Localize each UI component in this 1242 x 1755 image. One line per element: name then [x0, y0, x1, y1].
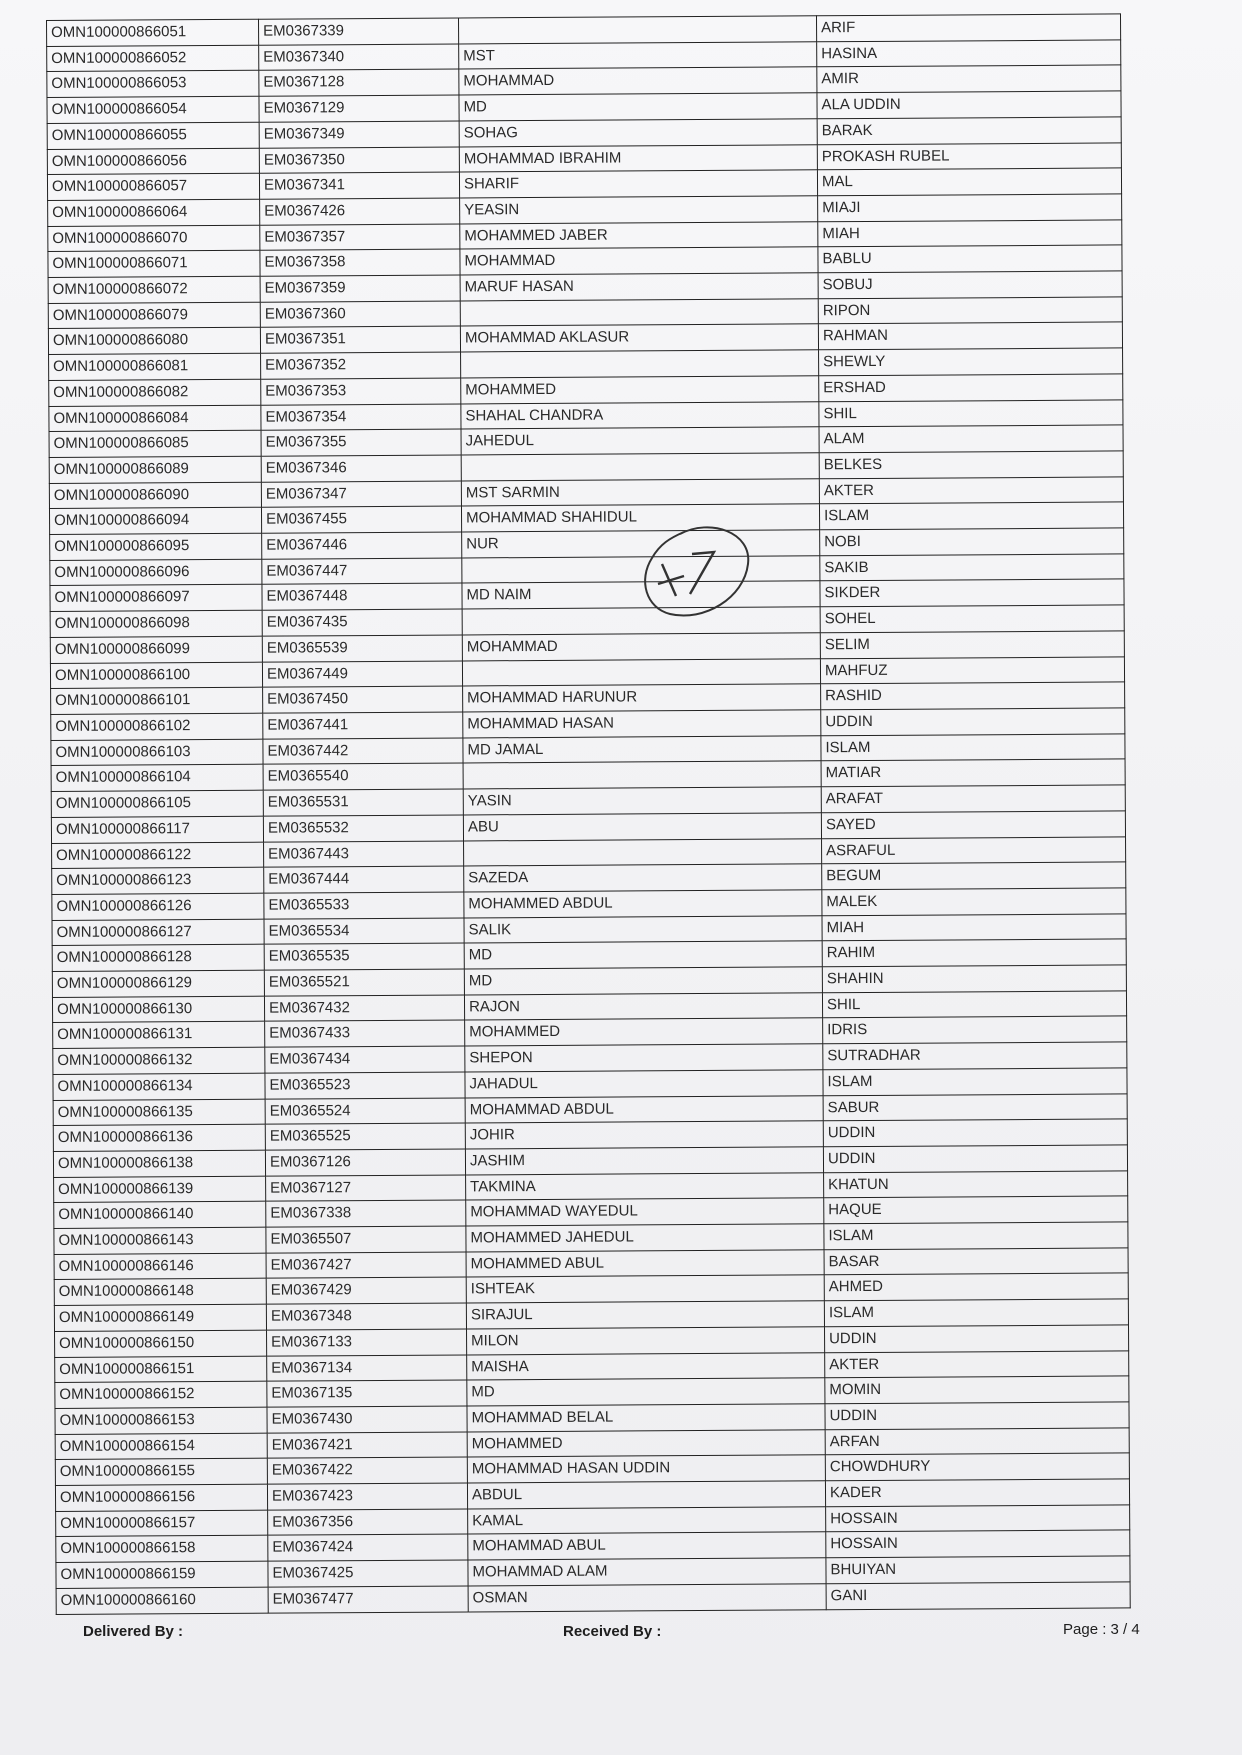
omn-id-cell: OMN100000866157	[56, 1510, 268, 1537]
first-name-cell	[461, 350, 819, 378]
stamp-number: 47	[640, 520, 642, 521]
em-code-cell: EM0367477	[268, 1586, 468, 1613]
first-name-cell: SAZEDA	[464, 864, 822, 892]
omn-id-cell: OMN100000866097	[50, 585, 262, 612]
last-name-cell: ISLAM	[824, 1222, 1128, 1250]
em-code-cell: EM0367427	[266, 1252, 466, 1279]
omn-id-cell: OMN100000866103	[51, 739, 263, 766]
last-name-cell: MATIAR	[821, 759, 1125, 787]
last-name-cell: RIPON	[818, 297, 1122, 325]
omn-id-cell: OMN100000866055	[47, 122, 259, 149]
last-name-cell: SELIM	[820, 631, 1124, 659]
last-name-cell: BEGUM	[822, 862, 1126, 890]
omn-id-cell: OMN100000866146	[54, 1253, 266, 1280]
omn-id-cell: OMN100000866149	[54, 1304, 266, 1331]
first-name-cell: MOHAMMAD WAYEDUL	[466, 1198, 824, 1226]
em-code-cell: EM0367435	[262, 609, 462, 636]
first-name-cell: MOHAMMAD SHAHIDUL	[461, 504, 819, 532]
em-code-cell: EM0367424	[268, 1534, 468, 1561]
table-row	[56, 1582, 1130, 1614]
last-name-cell: HASINA	[817, 40, 1121, 68]
last-name-cell: SOBUJ	[818, 271, 1122, 299]
last-name-cell: MIAJI	[818, 194, 1122, 222]
omn-id-cell: OMN100000866154	[55, 1433, 267, 1460]
last-name-cell: ISLAM	[819, 502, 1123, 530]
omn-id-cell: OMN100000866160	[56, 1587, 268, 1614]
em-code-cell: EM0367421	[267, 1432, 467, 1459]
omn-id-cell: OMN100000866053	[47, 71, 259, 98]
last-name-cell: UDDIN	[823, 1145, 1127, 1173]
last-name-cell: ALA UDDIN	[817, 91, 1121, 119]
last-name-cell: MIAH	[818, 220, 1122, 248]
first-name-cell: ABU	[463, 813, 821, 841]
first-name-cell: MST	[459, 41, 817, 69]
em-code-cell: EM0367455	[261, 506, 461, 533]
omn-id-cell: OMN100000866122	[52, 842, 264, 869]
omn-id-cell: OMN100000866131	[53, 1022, 265, 1049]
last-name-cell: ASRAFUL	[822, 836, 1126, 864]
em-code-cell: EM0367447	[262, 558, 462, 585]
em-code-cell: EM0367134	[267, 1355, 467, 1382]
omn-id-cell: OMN100000866071	[48, 251, 260, 278]
em-code-cell: EM0367446	[262, 532, 462, 559]
first-name-cell: MOHAMMED JABER	[460, 221, 818, 249]
last-name-cell: BARAK	[817, 117, 1121, 145]
first-name-cell: SHAHAL CHANDRA	[461, 401, 819, 429]
last-name-cell: BHUIYAN	[826, 1556, 1130, 1584]
records-table-body	[47, 14, 1131, 1614]
last-name-cell: HOSSAIN	[826, 1505, 1130, 1533]
omn-id-cell: OMN100000866057	[47, 173, 259, 200]
first-name-cell: MOHAMMAD AKLASUR	[460, 324, 818, 352]
received-by-label: Received By :	[563, 1623, 662, 1640]
last-name-cell: UDDIN	[821, 708, 1125, 736]
em-code-cell: EM0367441	[263, 712, 463, 739]
omn-id-cell: OMN100000866139	[54, 1176, 266, 1203]
omn-id-cell: OMN100000866151	[55, 1356, 267, 1383]
last-name-cell: AKTER	[819, 477, 1123, 505]
em-code-cell: EM0365531	[263, 789, 463, 816]
em-code-cell: EM0367434	[265, 1046, 465, 1073]
last-name-cell: UDDIN	[825, 1402, 1129, 1430]
em-code-cell: EM0365534	[264, 918, 464, 945]
em-code-cell: EM0367348	[266, 1303, 466, 1330]
last-name-cell: AMIR	[817, 65, 1121, 93]
last-name-cell: MALEK	[822, 888, 1126, 916]
omn-id-cell: OMN100000866152	[55, 1381, 267, 1408]
em-code-cell: EM0365540	[263, 763, 463, 790]
first-name-cell: MD	[464, 967, 822, 995]
records-table	[46, 13, 1131, 1614]
first-name-cell: SHEPON	[465, 1044, 823, 1072]
em-code-cell: EM0367430	[267, 1406, 467, 1433]
omn-id-cell: OMN100000866148	[54, 1279, 266, 1306]
page-number: Page : 3 / 4	[1063, 1621, 1140, 1638]
last-name-cell: UDDIN	[824, 1325, 1128, 1353]
last-name-cell: AKTER	[825, 1350, 1129, 1378]
last-name-cell: SUTRADHAR	[823, 1042, 1127, 1070]
last-name-cell: SHIL	[822, 991, 1126, 1019]
last-name-cell: MOMIN	[825, 1376, 1129, 1404]
em-code-cell: EM0367347	[261, 481, 461, 508]
omn-id-cell: OMN100000866084	[49, 405, 261, 432]
last-name-cell: ERSHAD	[819, 374, 1123, 402]
first-name-cell	[461, 453, 819, 481]
first-name-cell: MAISHA	[467, 1352, 825, 1380]
em-code-cell: EM0367346	[261, 455, 461, 482]
last-name-cell: RASHID	[821, 682, 1125, 710]
omn-id-cell: OMN100000866104	[51, 765, 263, 792]
first-name-cell: MOHAMMAD	[459, 67, 817, 95]
em-code-cell: EM0365524	[265, 1097, 465, 1124]
omn-id-cell: OMN100000866105	[51, 790, 263, 817]
first-name-cell: MARUF HASAN	[460, 273, 818, 301]
em-code-cell: EM0365525	[265, 1123, 465, 1150]
em-code-cell: EM0367359	[260, 275, 460, 302]
first-name-cell: ISHTEAK	[466, 1275, 824, 1303]
delivered-by-label: Delivered By :	[83, 1623, 184, 1640]
omn-id-cell: OMN100000866138	[53, 1150, 265, 1177]
first-name-cell: KAMAL	[468, 1507, 826, 1535]
em-code-cell: EM0367129	[259, 95, 459, 122]
last-name-cell: ALAM	[819, 425, 1123, 453]
last-name-cell: NOBI	[820, 528, 1124, 556]
first-name-cell: MD	[459, 93, 817, 121]
last-name-cell: MAHFUZ	[820, 657, 1124, 685]
first-name-cell: TAKMINA	[466, 1172, 824, 1200]
first-name-cell: ABDUL	[467, 1481, 825, 1509]
last-name-cell: IDRIS	[823, 1016, 1127, 1044]
omn-id-cell: OMN100000866129	[52, 970, 264, 997]
first-name-cell: MOHAMMAD ABDUL	[465, 1095, 823, 1123]
last-name-cell: HOSSAIN	[826, 1530, 1130, 1558]
em-code-cell: EM0365535	[264, 943, 464, 970]
omn-id-cell: OMN100000866094	[49, 508, 261, 535]
last-name-cell: UDDIN	[823, 1119, 1127, 1147]
first-name-cell: MOHAMMED	[461, 376, 819, 404]
last-name-cell: ISLAM	[823, 1068, 1127, 1096]
em-code-cell: EM0365533	[264, 892, 464, 919]
omn-id-cell: OMN100000866130	[52, 996, 264, 1023]
em-code-cell: EM0367429	[266, 1277, 466, 1304]
last-name-cell: SIKDER	[820, 579, 1124, 607]
em-code-cell: EM0367351	[260, 326, 460, 353]
em-code-cell: EM0367128	[259, 69, 459, 96]
em-code-cell: EM0367450	[263, 686, 463, 713]
em-code-cell: EM0367358	[260, 249, 460, 276]
last-name-cell: SOHEL	[820, 605, 1124, 633]
last-name-cell: AHMED	[824, 1273, 1128, 1301]
omn-id-cell: OMN100000866064	[48, 199, 260, 226]
omn-id-cell: OMN100000866156	[55, 1484, 267, 1511]
em-code-cell: EM0367338	[266, 1200, 466, 1227]
omn-id-cell: OMN100000866159	[56, 1561, 268, 1588]
em-code-cell: EM0367353	[261, 378, 461, 405]
omn-id-cell: OMN100000866081	[49, 353, 261, 380]
em-code-cell: EM0367341	[259, 172, 459, 199]
omn-id-cell: OMN100000866052	[47, 45, 259, 72]
first-name-cell: OSMAN	[468, 1584, 826, 1612]
first-name-cell: MD JAMAL	[463, 735, 821, 763]
first-name-cell: MOHAMMAD	[462, 633, 820, 661]
last-name-cell: MAL	[817, 168, 1121, 196]
first-name-cell: YASIN	[463, 787, 821, 815]
first-name-cell: MOHAMMAD HARUNUR	[463, 684, 821, 712]
omn-id-cell: OMN100000866082	[49, 379, 261, 406]
omn-id-cell: OMN100000866134	[53, 1073, 265, 1100]
first-name-cell: MD NAIM	[462, 581, 820, 609]
first-name-cell: MOHAMMAD IBRAHIM	[459, 144, 817, 172]
first-name-cell: MD	[464, 941, 822, 969]
first-name-cell: YEASIN	[460, 196, 818, 224]
last-name-cell: SHEWLY	[819, 348, 1123, 376]
first-name-cell: MOHAMMAD ABUL	[468, 1532, 826, 1560]
first-name-cell: MOHAMMAD BELAL	[467, 1404, 825, 1432]
first-name-cell	[460, 299, 818, 327]
em-code-cell: EM0367443	[264, 840, 464, 867]
em-code-cell: EM0367350	[259, 146, 459, 173]
first-name-cell: MOHAMMED	[467, 1429, 825, 1457]
em-code-cell: EM0367357	[260, 224, 460, 251]
omn-id-cell: OMN100000866070	[48, 225, 260, 252]
em-code-cell: EM0365523	[265, 1072, 465, 1099]
omn-id-cell: OMN100000866117	[51, 816, 263, 843]
em-code-cell: EM0367442	[263, 738, 463, 765]
omn-id-cell: OMN100000866158	[56, 1536, 268, 1563]
omn-id-cell: OMN100000866126	[52, 893, 264, 920]
first-name-cell: MOHAMMAD HASAN UDDIN	[467, 1455, 825, 1483]
last-name-cell: RAHIM	[822, 939, 1126, 967]
last-name-cell: SHIL	[819, 399, 1123, 427]
omn-id-cell: OMN100000866150	[55, 1330, 267, 1357]
last-name-cell: SHAHIN	[822, 965, 1126, 993]
last-name-cell: PROKASH RUBEL	[817, 142, 1121, 170]
handwritten-circled-number	[640, 520, 760, 630]
first-name-cell: MOHAMMED ABUL	[466, 1250, 824, 1278]
em-code-cell: EM0367444	[264, 866, 464, 893]
omn-id-cell: OMN100000866095	[50, 533, 262, 560]
last-name-cell: KHATUN	[824, 1171, 1128, 1199]
last-name-cell: MIAH	[822, 914, 1126, 942]
omn-id-cell: OMN100000866128	[52, 944, 264, 971]
last-name-cell: CHOWDHURY	[825, 1453, 1129, 1481]
last-name-cell: HAQUE	[824, 1196, 1128, 1224]
omn-id-cell: OMN100000866072	[48, 276, 260, 303]
first-name-cell: MOHAMMAD ALAM	[468, 1558, 826, 1586]
first-name-cell: MOHAMMED	[465, 1018, 823, 1046]
first-name-cell: MST SARMIN	[461, 478, 819, 506]
omn-id-cell: OMN100000866096	[50, 559, 262, 586]
last-name-cell: KADER	[825, 1479, 1129, 1507]
em-code-cell: EM0367433	[265, 1020, 465, 1047]
em-code-cell: EM0365532	[263, 815, 463, 842]
first-name-cell: MD	[467, 1378, 825, 1406]
first-name-cell: JASHIM	[465, 1147, 823, 1175]
em-code-cell: EM0367356	[268, 1509, 468, 1536]
em-code-cell: EM0367449	[262, 661, 462, 688]
em-code-cell: EM0367355	[261, 429, 461, 456]
last-name-cell: BABLU	[818, 245, 1122, 273]
em-code-cell: EM0367349	[259, 121, 459, 148]
first-name-cell	[462, 658, 820, 686]
em-code-cell: EM0367340	[259, 44, 459, 71]
em-code-cell: EM0365521	[264, 969, 464, 996]
first-name-cell: MOHAMMAD HASAN	[463, 710, 821, 738]
omn-id-cell: OMN100000866127	[52, 919, 264, 946]
first-name-cell	[463, 761, 821, 789]
omn-id-cell: OMN100000866080	[48, 328, 260, 355]
last-name-cell: BASAR	[824, 1248, 1128, 1276]
last-name-cell: BELKES	[819, 451, 1123, 479]
first-name-cell: SIRAJUL	[466, 1301, 824, 1329]
first-name-cell: JAHADUL	[465, 1070, 823, 1098]
last-name-cell: RAHMAN	[818, 322, 1122, 350]
last-name-cell: ARIF	[816, 14, 1120, 42]
em-code-cell: EM0367352	[261, 352, 461, 379]
first-name-cell: MOHAMMED ABDUL	[464, 890, 822, 918]
last-name-cell: ARFAN	[825, 1428, 1129, 1456]
first-name-cell: MOHAMMED JAHEDUL	[466, 1224, 824, 1252]
omn-id-cell: OMN100000866100	[50, 662, 262, 689]
em-code-cell: EM0367360	[260, 301, 460, 328]
first-name-cell: MILON	[467, 1327, 825, 1355]
last-name-cell: SAKIB	[820, 554, 1124, 582]
first-name-cell	[464, 838, 822, 866]
omn-id-cell: OMN100000866102	[51, 713, 263, 740]
omn-id-cell: OMN100000866155	[55, 1459, 267, 1486]
last-name-cell: ARAFAT	[821, 785, 1125, 813]
em-code-cell: EM0367126	[265, 1149, 465, 1176]
omn-id-cell: OMN100000866132	[53, 1047, 265, 1074]
omn-id-cell: OMN100000866101	[51, 687, 263, 714]
em-code-cell: EM0367423	[267, 1483, 467, 1510]
em-code-cell: EM0367448	[262, 583, 462, 610]
em-code-cell: EM0367426	[260, 198, 460, 225]
omn-id-cell: OMN100000866089	[49, 456, 261, 483]
omn-id-cell: OMN100000866085	[49, 430, 261, 457]
em-code-cell: EM0367135	[267, 1380, 467, 1407]
first-name-cell: JAHEDUL	[461, 427, 819, 455]
first-name-cell: MOHAMMAD	[460, 247, 818, 275]
last-name-cell: ISLAM	[821, 734, 1125, 762]
em-code-cell: EM0365507	[266, 1226, 466, 1253]
first-name-cell: SOHAG	[459, 119, 817, 147]
em-code-cell: EM0367354	[261, 404, 461, 431]
omn-id-cell: OMN100000866140	[54, 1202, 266, 1229]
omn-id-cell: OMN100000866099	[50, 636, 262, 663]
first-name-cell	[458, 16, 816, 44]
omn-id-cell: OMN100000866056	[47, 148, 259, 175]
last-name-cell: SAYED	[821, 811, 1125, 839]
omn-id-cell: OMN100000866054	[47, 96, 259, 123]
omn-id-cell: OMN100000866079	[48, 302, 260, 329]
em-code-cell: EM0367422	[267, 1457, 467, 1484]
omn-id-cell: OMN100000866051	[47, 19, 259, 46]
last-name-cell: SABUR	[823, 1093, 1127, 1121]
em-code-cell: EM0367127	[266, 1175, 466, 1202]
first-name-cell: NUR	[462, 530, 820, 558]
omn-id-cell: OMN100000866135	[53, 1099, 265, 1126]
first-name-cell: JOHIR	[465, 1121, 823, 1149]
omn-id-cell: OMN100000866153	[55, 1407, 267, 1434]
em-code-cell: EM0367425	[268, 1560, 468, 1587]
em-code-cell: EM0367133	[267, 1329, 467, 1356]
first-name-cell: RAJON	[464, 992, 822, 1020]
omn-id-cell: OMN100000866136	[53, 1124, 265, 1151]
omn-id-cell: OMN100000866143	[54, 1227, 266, 1254]
em-code-cell: EM0367339	[258, 18, 458, 45]
first-name-cell: SALIK	[464, 915, 822, 943]
omn-id-cell: OMN100000866123	[52, 867, 264, 894]
first-name-cell: SHARIF	[459, 170, 817, 198]
em-code-cell: EM0367432	[264, 995, 464, 1022]
omn-id-cell: OMN100000866090	[49, 482, 261, 509]
em-code-cell: EM0365539	[262, 635, 462, 662]
omn-id-cell: OMN100000866098	[50, 610, 262, 637]
last-name-cell: ISLAM	[824, 1299, 1128, 1327]
last-name-cell: GANI	[826, 1582, 1130, 1610]
